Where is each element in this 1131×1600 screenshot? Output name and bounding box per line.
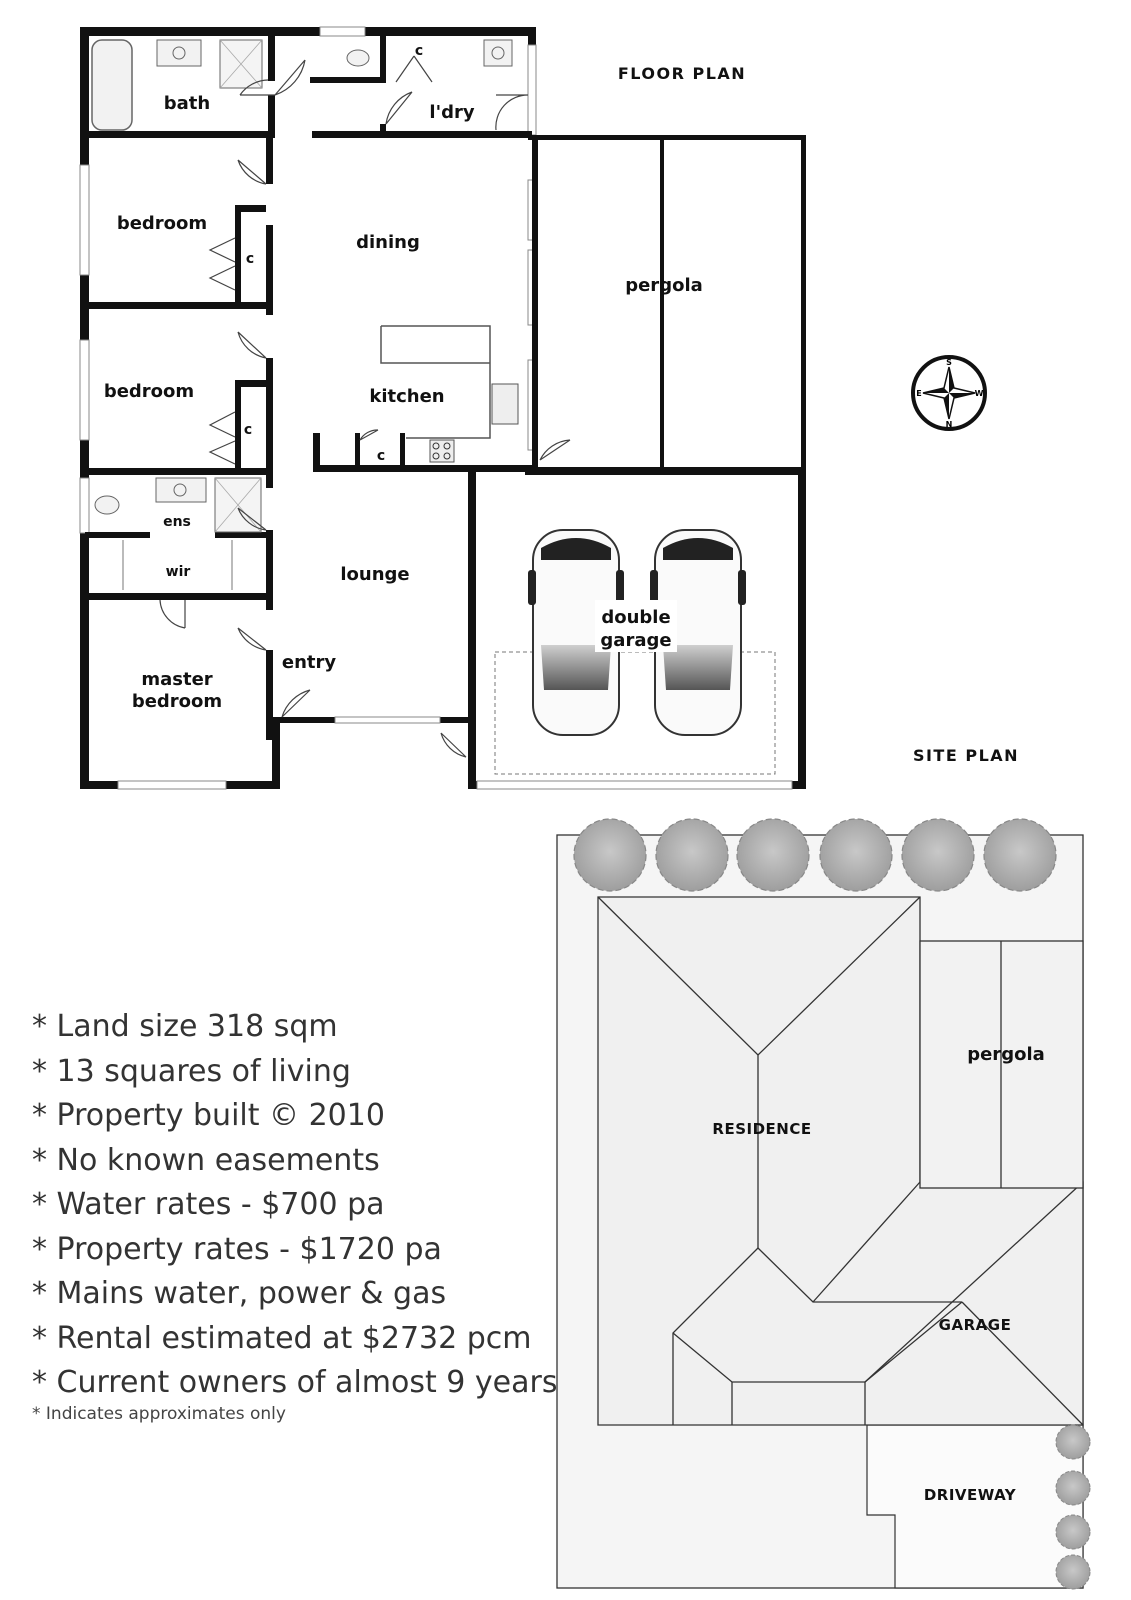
property-facts [32,1005,592,1424]
laundry-tub-icon [484,40,512,66]
room-label-cupboard: c [414,43,424,59]
fact-ownership: * Current owners of almost 9 years [32,1365,558,1400]
room-label-double-garage-line2: garage [600,630,672,651]
room-label-entry: entry [281,652,337,673]
room-label-kitchen: kitchen [369,386,445,407]
room-label-double-garage-line1: double [601,607,671,628]
site-plan [557,819,1090,1589]
site-label-garage: GARAGE [938,1316,1012,1334]
room-label-lounge: lounge [340,564,410,585]
fact-rental-estimate: * Rental estimated at $2732 pcm [32,1320,532,1356]
floor-plan [80,27,806,789]
fact-year-built: * Property built © 2010 [32,1098,385,1133]
room-label-master-bedroom-line2: bedroom [131,691,223,712]
room-label-wir: wir [165,564,191,580]
room-label-bath: bath [163,93,211,114]
fact-water-rates: * Water rates - $700 pa [32,1187,385,1222]
tree-icon [1056,1425,1090,1459]
room-label-pergola: pergola [625,275,703,296]
tree-icon [737,819,809,891]
room-label-ensuite: ens [163,514,191,530]
vanity-icon [157,40,201,66]
compass-south: S [946,358,952,367]
ensuite-vanity-icon [156,478,206,502]
compass-icon [913,357,985,429]
driveway-area [867,1425,1083,1588]
tree-icon [656,819,728,891]
room-label-laundry: l'dry [429,102,475,123]
room-label-bedroom-2: bedroom [103,381,195,402]
room-label-dining: dining [356,232,420,253]
room-label-cupboard: c [245,251,255,267]
fact-property-rates: * Property rates - $1720 pa [32,1231,442,1267]
site-label-pergola: pergola [967,1044,1045,1065]
compass-east: E [916,389,922,398]
tree-icon [1056,1555,1090,1589]
sink-icon [492,384,518,424]
kitchen-bench [381,326,490,438]
room-label-cupboard: c [243,422,253,438]
ensuite-toilet-icon [95,496,119,514]
site-label-residence: RESIDENCE [712,1120,812,1138]
compass-north: N [945,420,953,429]
site-label-driveway: DRIVEWAY [923,1486,1017,1504]
cooktop-icon [430,440,454,462]
room-label-cupboard: c [376,448,386,464]
tree-icon [574,819,646,891]
tree-icon [902,819,974,891]
fact-utilities: * Mains water, power & gas [32,1276,447,1311]
room-label-bedroom-1: bedroom [116,213,208,234]
tree-icon [820,819,892,891]
compass-west: W [974,389,984,398]
toilet-icon [347,50,369,66]
floor-plan-heading: FLOOR PLAN [617,64,747,83]
tree-icon [1056,1515,1090,1549]
facts-footnote: * Indicates approximates only [32,1403,286,1424]
tree-icon [1056,1471,1090,1505]
site-plan-heading: SITE PLAN [912,746,1020,765]
tree-icon [984,819,1056,891]
bathtub-icon [92,40,132,130]
room-label-master-bedroom-line1: master [141,669,213,690]
fact-easements: * No known easements [32,1142,380,1178]
fact-living-squares: * 13 squares of living [32,1053,351,1089]
fact-land-size: * Land size 318 sqm [32,1009,338,1044]
